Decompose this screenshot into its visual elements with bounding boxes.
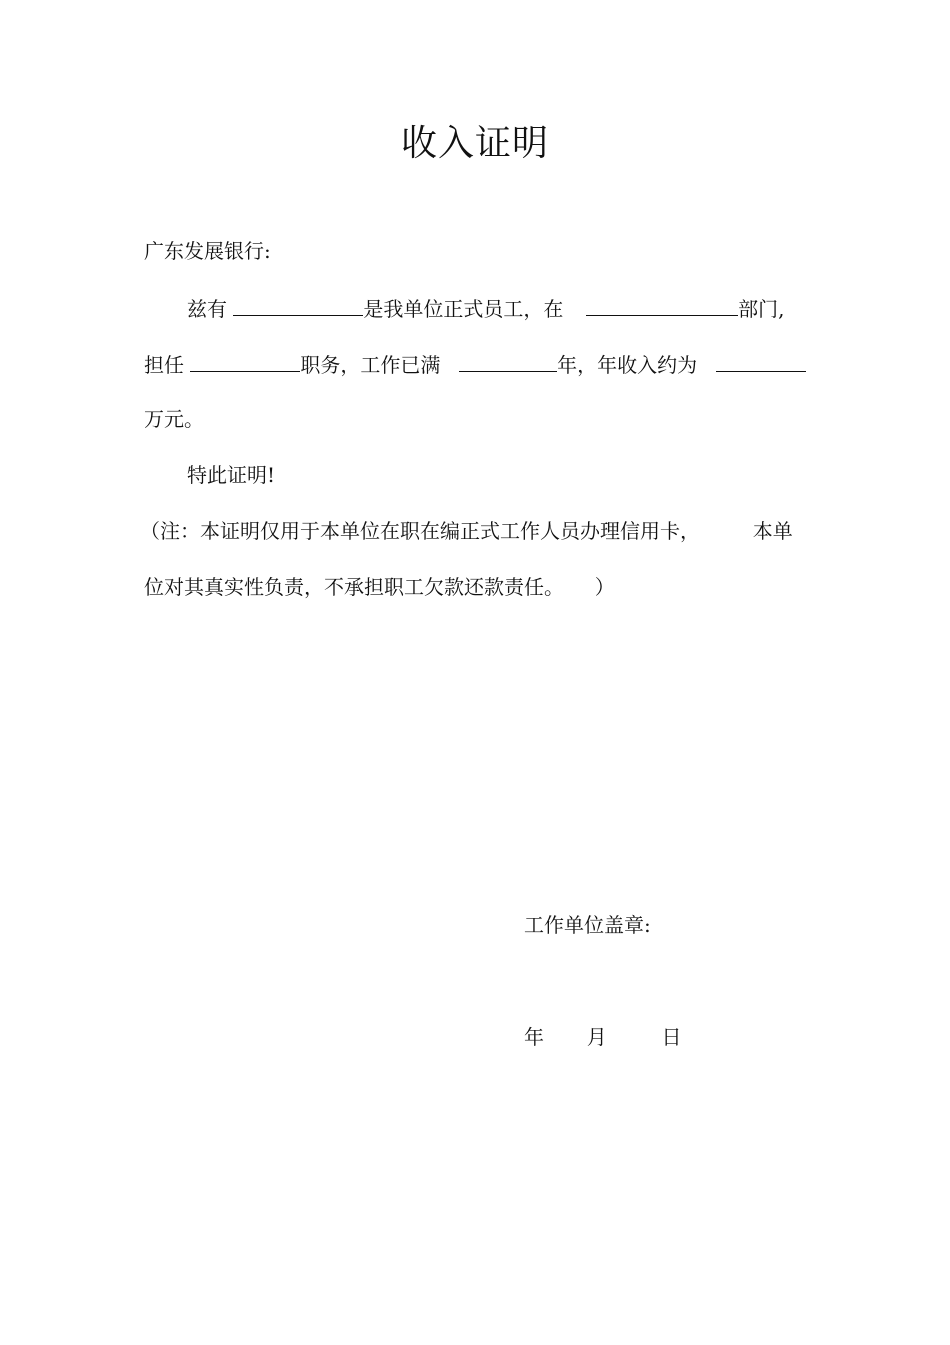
text-wan-yuan: 万元。 (144, 407, 204, 431)
text-is-employee: 是我单位正式员工，在 (363, 297, 564, 321)
paragraph-employee (187, 293, 784, 323)
blank-income[interactable] (716, 349, 806, 372)
date-month: 月 (586, 1025, 607, 1049)
date-line (524, 1023, 681, 1051)
note-text-b: 本单 (752, 519, 793, 543)
text-years-worked: 职务，工作已满 (300, 353, 441, 377)
blank-department[interactable] (586, 293, 738, 316)
document-title: 收入证明 (400, 123, 549, 164)
date-day: 日 (661, 1025, 682, 1049)
closing-statement: 特此证明! (187, 463, 276, 487)
blank-years[interactable] (459, 349, 557, 372)
addressee: 广东发展银行: (144, 239, 271, 263)
note-line-2 (144, 573, 615, 601)
blank-position[interactable] (190, 349, 300, 372)
note-text-c: 位对其真实性负责，不承担职工欠款还款责任。 (144, 575, 564, 599)
blank-employee-name[interactable] (233, 293, 363, 316)
date-year: 年 (524, 1025, 544, 1049)
text-zi-you: 兹有 (187, 297, 227, 321)
paragraph-position (144, 349, 806, 379)
note-text-a: （注：本证明仅用于本单位在职在编正式工作人员办理信用卡， (140, 519, 700, 543)
text-department: 部门, (738, 297, 785, 321)
note-close-paren: ） (594, 575, 615, 599)
text-dan-ren: 担任 (144, 353, 184, 377)
text-annual-income: 年，年收入约为 (557, 353, 698, 377)
note-line-1 (140, 517, 793, 545)
seal-label: 工作单位盖章: (524, 913, 651, 937)
